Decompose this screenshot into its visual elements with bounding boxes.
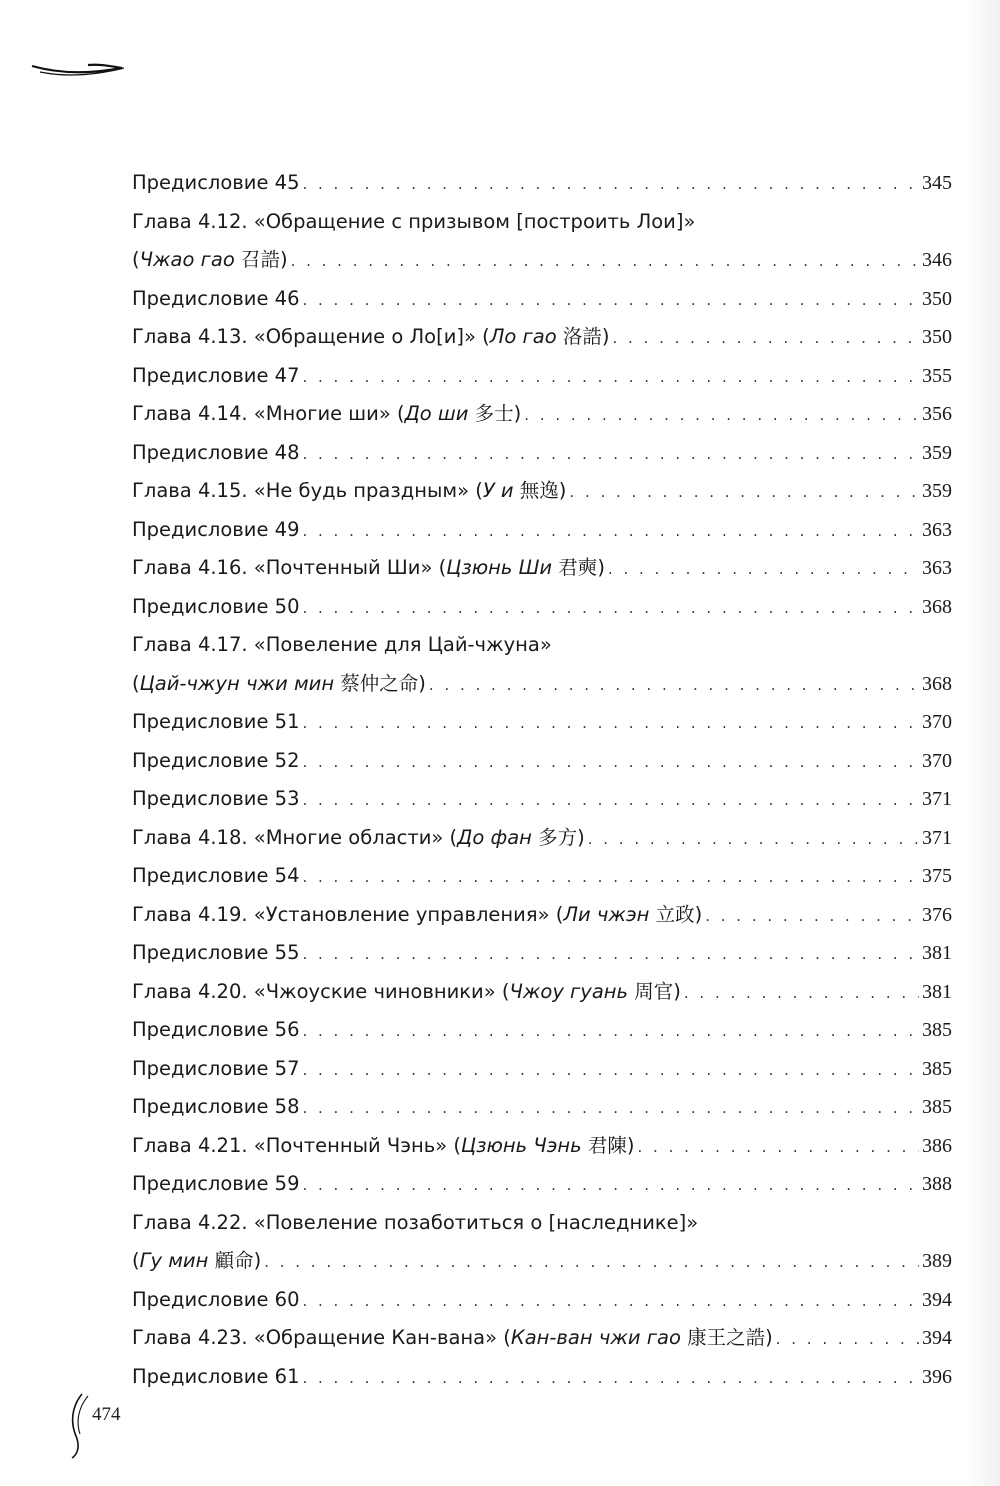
entry-title bbox=[132, 241, 288, 280]
transliteration: Цзюнь Ши bbox=[446, 556, 553, 579]
preface-title: Предисловие 50 bbox=[132, 594, 300, 618]
toc-entry[interactable] bbox=[132, 1088, 952, 1127]
entry-line bbox=[132, 588, 952, 627]
close-paren: ) bbox=[626, 1133, 635, 1157]
entry-title bbox=[132, 164, 299, 203]
close-paren: ) bbox=[673, 979, 681, 1003]
dot-leader bbox=[705, 897, 919, 936]
preface-title: Предисловие 51 bbox=[132, 710, 300, 733]
entry-line bbox=[132, 549, 952, 588]
page-number: 474 bbox=[92, 1404, 121, 1425]
transliteration: Чжао гао bbox=[139, 248, 235, 271]
entry-title bbox=[132, 703, 299, 742]
transliteration: Кан-ван чжи гао bbox=[510, 1326, 681, 1349]
chapter-title: Глава 4.21. «Почтенный Чэнь» ( bbox=[132, 1133, 461, 1157]
entry-page-number: 385 bbox=[922, 1019, 952, 1041]
dot-leader bbox=[302, 589, 919, 628]
dot-leader bbox=[291, 242, 919, 281]
chapter-title: Глава 4.13. «Обращение о Ло[и]» ( bbox=[132, 325, 490, 348]
entry-title bbox=[132, 973, 681, 1012]
entry-page-number: 350 bbox=[922, 287, 952, 310]
entry-page-number: 370 bbox=[922, 711, 952, 733]
entry-title bbox=[132, 857, 299, 896]
toc-entry[interactable] bbox=[132, 973, 952, 1012]
toc-entry[interactable] bbox=[132, 588, 952, 627]
entry-line bbox=[132, 164, 952, 203]
preface-title: Предисловие 52 bbox=[132, 748, 300, 772]
dot-leader bbox=[302, 1051, 919, 1090]
entry-page-number: 394 bbox=[922, 1327, 952, 1349]
entry-title-line: Глава 4.12. «Обращение с призывом [построить Лои]» bbox=[132, 209, 696, 233]
chinese-title: 立政 bbox=[655, 902, 695, 926]
toc-entry[interactable] bbox=[132, 896, 952, 935]
dot-leader bbox=[776, 1320, 919, 1359]
entry-line bbox=[132, 434, 952, 473]
entry-page-number: 346 bbox=[922, 249, 952, 271]
preface-title: Предисловие 45 bbox=[132, 171, 300, 194]
entry-line bbox=[132, 1319, 952, 1358]
chapter-title: Глава 4.14. «Многие ши» ( bbox=[132, 402, 405, 425]
entry-title bbox=[132, 472, 566, 511]
close-paren: ) bbox=[597, 556, 605, 579]
dot-leader bbox=[302, 281, 919, 320]
entry-title bbox=[132, 1281, 299, 1320]
dot-leader bbox=[588, 820, 919, 859]
close-paren: ) bbox=[418, 671, 426, 695]
transliteration: Цай-чжун чжи мин bbox=[139, 671, 335, 695]
toc-entry[interactable] bbox=[132, 357, 952, 396]
entry-title bbox=[132, 1127, 635, 1166]
entry-title bbox=[132, 549, 605, 588]
entry-line bbox=[132, 511, 952, 550]
entry-page-number: 350 bbox=[922, 326, 952, 348]
open-paren: ( bbox=[132, 248, 140, 271]
dot-leader bbox=[302, 1282, 919, 1321]
entry-title bbox=[132, 357, 299, 396]
entry-page-number: 389 bbox=[922, 1250, 952, 1272]
chapter-title: Глава 4.23. «Обращение Кан-вана» ( bbox=[132, 1326, 511, 1349]
toc-entry[interactable] bbox=[132, 1204, 952, 1281]
preface-title: Предисловие 48 bbox=[132, 440, 300, 464]
entry-line bbox=[132, 395, 952, 434]
chinese-title: 君奭 bbox=[558, 556, 598, 579]
transliteration: Чжоу гуань bbox=[509, 979, 629, 1003]
toc-entry[interactable] bbox=[132, 780, 952, 819]
toc-entry[interactable] bbox=[132, 703, 952, 742]
preface-title: Предисловие 61 bbox=[132, 1364, 300, 1388]
chapter-title: Глава 4.15. «Не будь праздным» ( bbox=[132, 479, 483, 502]
entry-title bbox=[132, 395, 521, 434]
dot-leader bbox=[302, 743, 919, 782]
dot-leader bbox=[429, 666, 919, 705]
entry-title bbox=[132, 742, 299, 781]
chinese-title: 君陳 bbox=[587, 1133, 627, 1157]
preface-title: Предисловие 57 bbox=[132, 1056, 300, 1080]
entry-title bbox=[132, 588, 299, 627]
toc-entry[interactable] bbox=[132, 626, 952, 703]
entry-line bbox=[132, 357, 952, 396]
transliteration: До ши bbox=[404, 402, 469, 425]
entry-page-number: 368 bbox=[922, 595, 952, 618]
transliteration: Ло гао bbox=[489, 325, 557, 348]
preface-title: Предисловие 47 bbox=[132, 363, 300, 387]
dot-leader bbox=[638, 1128, 920, 1167]
close-paren: ) bbox=[694, 902, 703, 926]
entry-page-number: 371 bbox=[922, 826, 952, 849]
entry-page-number: 385 bbox=[922, 1096, 952, 1118]
page-edge-shadow bbox=[964, 0, 1000, 1486]
entry-title bbox=[132, 934, 299, 973]
entry-title bbox=[132, 434, 299, 473]
close-paren: ) bbox=[765, 1326, 773, 1349]
close-paren: ) bbox=[253, 1249, 262, 1272]
entry-line bbox=[132, 1050, 952, 1089]
dot-leader bbox=[302, 781, 919, 820]
dot-leader bbox=[264, 1243, 919, 1282]
dot-leader bbox=[608, 550, 919, 589]
table-of-contents bbox=[132, 164, 952, 1396]
entry-title bbox=[132, 280, 299, 319]
toc-entry[interactable] bbox=[132, 1165, 952, 1204]
entry-page-number: 363 bbox=[922, 557, 952, 579]
entry-line bbox=[132, 318, 952, 357]
dot-leader bbox=[524, 396, 919, 435]
preface-title: Предисловие 53 bbox=[132, 787, 300, 810]
entry-page-number: 381 bbox=[922, 980, 952, 1003]
entry-title-line: Глава 4.22. «Повеление позаботиться о [наследнике]» bbox=[132, 1210, 699, 1234]
chinese-title: 召誥 bbox=[240, 248, 280, 271]
entry-title bbox=[132, 819, 585, 858]
entry-page-number: 386 bbox=[922, 1134, 952, 1157]
chinese-title: 多方 bbox=[538, 825, 578, 849]
chinese-title: 多士 bbox=[474, 402, 514, 425]
transliteration: Цзюнь Чэнь bbox=[460, 1133, 582, 1157]
entry-page-number: 363 bbox=[922, 518, 952, 541]
dot-leader bbox=[302, 358, 919, 397]
entry-title bbox=[132, 1050, 299, 1089]
entry-line bbox=[132, 934, 952, 973]
chapter-title: Глава 4.18. «Многие области» ( bbox=[132, 825, 458, 849]
preface-title: Предисловие 58 bbox=[132, 1095, 300, 1118]
entry-line bbox=[132, 1165, 952, 1204]
entry-page-number: 370 bbox=[922, 749, 952, 772]
chinese-title: 周官 bbox=[634, 979, 674, 1003]
entry-page-number: 345 bbox=[922, 172, 952, 194]
toc-entry[interactable] bbox=[132, 280, 952, 319]
dot-leader bbox=[569, 473, 919, 512]
chapter-title: Глава 4.19. «Установление управления» ( bbox=[132, 902, 564, 926]
preface-title: Предисловие 54 bbox=[132, 864, 300, 887]
toc-entry[interactable] bbox=[132, 472, 952, 511]
close-paren: ) bbox=[279, 248, 288, 271]
preface-title: Предисловие 59 bbox=[132, 1172, 300, 1195]
entry-page-number: 388 bbox=[922, 1173, 952, 1195]
entry-page-number: 359 bbox=[922, 441, 952, 464]
entry-page-number: 355 bbox=[922, 364, 952, 387]
open-paren: ( bbox=[132, 671, 140, 695]
chapter-title: Глава 4.16. «Почтенный Ши» ( bbox=[132, 556, 447, 579]
toc-entry[interactable] bbox=[132, 934, 952, 973]
entry-page-number: 376 bbox=[922, 903, 952, 926]
entry-title bbox=[132, 1358, 299, 1397]
dot-leader bbox=[302, 858, 919, 897]
dot-leader bbox=[684, 974, 919, 1013]
toc-entry[interactable] bbox=[132, 742, 952, 781]
entry-line bbox=[132, 742, 952, 781]
close-paren: ) bbox=[577, 825, 585, 849]
dot-leader bbox=[302, 935, 919, 974]
transliteration: У и bbox=[482, 479, 514, 502]
chinese-title: 無逸 bbox=[519, 479, 559, 502]
close-paren: ) bbox=[558, 479, 567, 502]
preface-title: Предисловие 56 bbox=[132, 1018, 300, 1041]
entry-title bbox=[132, 1088, 299, 1127]
entry-line bbox=[132, 896, 952, 935]
preface-title: Предисловие 49 bbox=[132, 517, 300, 541]
close-paren: ) bbox=[513, 402, 522, 425]
entry-title bbox=[132, 780, 299, 819]
open-paren: ( bbox=[132, 1249, 140, 1272]
toc-entry[interactable] bbox=[132, 857, 952, 896]
toc-entry[interactable] bbox=[132, 318, 952, 357]
dot-leader bbox=[302, 512, 919, 551]
toc-entry[interactable] bbox=[132, 1127, 952, 1166]
toc-entry[interactable] bbox=[132, 549, 952, 588]
entry-line bbox=[132, 857, 952, 896]
dot-leader bbox=[302, 165, 919, 204]
transliteration: До фан bbox=[457, 825, 532, 849]
entry-page-number: 381 bbox=[922, 942, 952, 964]
chinese-title: 洛誥 bbox=[562, 325, 602, 348]
entry-page-number: 396 bbox=[922, 1365, 952, 1388]
toc-entry[interactable] bbox=[132, 1319, 952, 1358]
preface-title: Предисловие 55 bbox=[132, 941, 300, 964]
entry-title bbox=[132, 1165, 299, 1204]
entry-line bbox=[132, 1127, 952, 1166]
entry-title bbox=[132, 511, 299, 550]
entry-line bbox=[132, 1242, 952, 1281]
dot-leader bbox=[612, 319, 919, 358]
entry-line bbox=[132, 973, 952, 1012]
entry-title bbox=[132, 665, 426, 704]
entry-line bbox=[132, 1358, 952, 1397]
dot-leader bbox=[302, 1089, 919, 1128]
preface-title: Предисловие 46 bbox=[132, 286, 300, 310]
chapter-title: Глава 4.20. «Чжоуские чиновники» ( bbox=[132, 979, 510, 1003]
entry-title bbox=[132, 896, 702, 935]
entry-page-number: 394 bbox=[922, 1288, 952, 1311]
entry-title bbox=[132, 1319, 773, 1358]
entry-title bbox=[132, 1011, 299, 1050]
dot-leader bbox=[302, 1166, 919, 1205]
entry-page-number: 385 bbox=[922, 1057, 952, 1080]
bottom-flourish-ornament bbox=[66, 1392, 90, 1460]
dot-leader bbox=[302, 435, 919, 474]
toc-entry[interactable] bbox=[132, 434, 952, 473]
chinese-title: 康王之誥 bbox=[687, 1326, 766, 1349]
chinese-title: 顧命 bbox=[214, 1249, 254, 1272]
entry-line bbox=[132, 665, 952, 704]
entry-title-line: Глава 4.17. «Повеление для Цай-чжуна» bbox=[132, 633, 552, 656]
entry-title bbox=[132, 1242, 261, 1281]
transliteration: Ли чжэн bbox=[563, 902, 650, 926]
entry-line bbox=[132, 1088, 952, 1127]
entry-line bbox=[132, 780, 952, 819]
entry-line bbox=[132, 703, 952, 742]
dot-leader bbox=[302, 1012, 919, 1051]
chinese-title: 蔡仲之命 bbox=[340, 671, 419, 695]
entry-line bbox=[132, 472, 952, 511]
entry-page-number: 368 bbox=[922, 672, 952, 695]
toc-entry[interactable] bbox=[132, 511, 952, 550]
dot-leader bbox=[302, 704, 919, 743]
entry-page-number: 371 bbox=[922, 788, 952, 810]
transliteration: Гу мин bbox=[139, 1249, 209, 1272]
entry-page-number: 356 bbox=[922, 403, 952, 425]
toc-entry[interactable] bbox=[132, 395, 952, 434]
toc-entry[interactable] bbox=[132, 1011, 952, 1050]
entry-line bbox=[132, 280, 952, 319]
toc-entry[interactable] bbox=[132, 1281, 952, 1320]
toc-entry[interactable] bbox=[132, 203, 952, 280]
preface-title: Предисловие 60 bbox=[132, 1287, 300, 1311]
toc-entry[interactable] bbox=[132, 1050, 952, 1089]
entry-line bbox=[132, 819, 952, 858]
top-flourish-ornament bbox=[30, 56, 130, 80]
entry-line bbox=[132, 241, 952, 280]
dot-leader bbox=[302, 1359, 919, 1398]
close-paren: ) bbox=[601, 325, 610, 348]
entry-line bbox=[132, 1281, 952, 1320]
entry-page-number: 359 bbox=[922, 480, 952, 502]
entry-title bbox=[132, 318, 609, 357]
toc-entry[interactable] bbox=[132, 164, 952, 203]
entry-page-number: 375 bbox=[922, 865, 952, 887]
entry-line bbox=[132, 1011, 952, 1050]
toc-entry[interactable] bbox=[132, 1358, 952, 1397]
toc-entry[interactable] bbox=[132, 819, 952, 858]
